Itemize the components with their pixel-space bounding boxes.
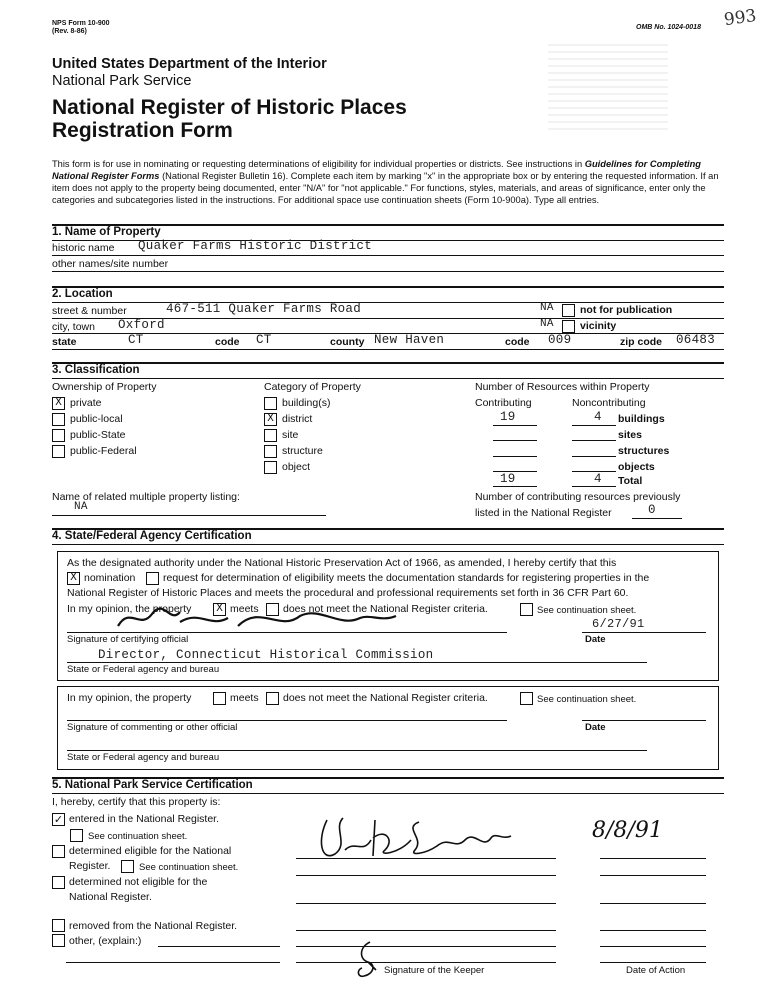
does-not-meet2-label: does not meet the National Register criteria.: [283, 692, 488, 704]
eligible-label-2: Register.: [69, 860, 111, 872]
other-names-label: other names/site number: [52, 258, 169, 270]
faded-receipt-stamp: [548, 40, 668, 130]
not-eligible-label-2: National Register.: [69, 891, 152, 903]
county-code-value[interactable]: 009: [548, 333, 572, 347]
contrib-total-line: [493, 486, 537, 487]
form-number: NPS Form 10-900: [52, 20, 110, 27]
category-structure-label: structure: [282, 445, 323, 457]
date-label: Date: [585, 634, 606, 645]
section1-heading: 1. Name of Property: [52, 226, 161, 238]
agency2-line: [67, 750, 647, 751]
meets2-checkbox[interactable]: [213, 692, 226, 705]
signature2-line: [67, 720, 507, 721]
contrib-total[interactable]: 19: [500, 472, 516, 486]
state-code-value[interactable]: CT: [256, 333, 272, 347]
category-site-label: site: [282, 429, 299, 441]
contributing-heading: Contributing: [475, 397, 532, 409]
zip-value[interactable]: 06483: [676, 333, 716, 347]
signature-label: Signature of certifying official: [67, 634, 189, 645]
keeper-signature: [315, 810, 515, 870]
not-for-publication-label: not for publication: [580, 304, 673, 316]
related-listing-line: [52, 515, 326, 516]
entered-checkbox[interactable]: ✓: [53, 813, 64, 826]
county-code-label: code: [505, 336, 530, 348]
contrib-sites-line: [493, 440, 537, 441]
buildings-label: buildings: [618, 413, 665, 425]
agency-line: [67, 662, 647, 663]
omb-number: OMB No. 1024-0018: [636, 24, 701, 31]
category-object-checkbox[interactable]: [264, 461, 277, 474]
agency2-label: State or Federal agency and bureau: [67, 752, 220, 763]
not-for-publication-checkbox[interactable]: [562, 304, 575, 317]
keeper-date-line-2: [600, 875, 706, 876]
meets2-label: meets: [230, 692, 259, 704]
noncontrib-structures-line: [572, 456, 616, 457]
form-revision: (Rev. 8-86): [52, 28, 87, 35]
eligible-continuation-checkbox[interactable]: [121, 860, 134, 873]
keeper-line-5: [296, 946, 556, 947]
form-title-line1: National Register of Historic Places: [52, 96, 407, 119]
removed-label: removed from the National Register.: [69, 920, 238, 932]
opinion2-text: In my opinion, the property: [67, 692, 192, 704]
keeper-date-value[interactable]: 8/8/91: [592, 818, 663, 843]
historic-name-label: historic name: [52, 242, 115, 254]
cert-line3: National Register of Historic Places and meets the procedural and professional requirements set forth in 36 CFR Part 60.: [67, 587, 629, 599]
instructions-text-2: (National Register Bulletin 16). Complete each item by marking "x" in the appropriate box or by entering the requested information. If an item does not apply to the property being documented, enter "N/A" for "not applicable." For functions, styles, materials, and areas of significance, enter only the categories and subcategories listed in the instructions. For additional space use continuation sheets (Form 10-900a). Type all entries.: [52, 171, 719, 205]
city-label: city, town: [52, 321, 95, 333]
section3-underline: [52, 378, 724, 379]
noncontrib-sites-line: [572, 440, 616, 441]
historic-name-line: [52, 255, 724, 256]
category-object-label: object: [282, 461, 311, 473]
previously-listed-line: [632, 518, 682, 519]
keeper-date-line-3: [600, 903, 706, 904]
category-district-label: district: [282, 413, 313, 425]
section2-rule: [52, 286, 724, 288]
section4-underline: [52, 544, 724, 545]
zip-label: zip code: [620, 336, 663, 348]
keeper-date-line-5: [600, 946, 706, 947]
does-not-meet-label: does not meet the National Register criteria.: [283, 603, 488, 615]
other-label: other, (explain:): [69, 935, 142, 947]
keeper-line-2: [296, 875, 556, 876]
continuation-sheet2-checkbox[interactable]: [520, 692, 533, 705]
section3-heading: 3. Classification: [52, 364, 140, 376]
section4-heading: 4. State/Federal Agency Certification: [52, 530, 252, 542]
entered-label: entered in the National Register.: [69, 813, 220, 825]
keeper-initials: [352, 940, 384, 980]
not-eligible-checkbox[interactable]: [52, 876, 65, 889]
noncontributing-heading: Noncontributing: [572, 397, 646, 409]
category-district-checkbox[interactable]: X: [264, 413, 277, 426]
noncontrib-total[interactable]: 4: [594, 472, 602, 486]
section2-underline: [52, 302, 724, 303]
ownership-federal-checkbox[interactable]: [52, 445, 65, 458]
section3-rule: [52, 362, 724, 364]
keeper-date-line-1: [600, 858, 706, 859]
cert-line1: As the designated authority under the National Historic Preservation Act of 1966, as amended, I hereby certify that this: [67, 557, 617, 569]
form-title-line2: Registration Form: [52, 119, 233, 142]
ownership-state-checkbox[interactable]: [52, 429, 65, 442]
state-code-label: code: [215, 336, 240, 348]
noncontrib-buildings[interactable]: 4: [594, 410, 602, 424]
agency-label: State or Federal agency and bureau: [67, 664, 220, 675]
service-name: National Park Service: [52, 73, 192, 89]
street-label: street & number: [52, 305, 127, 317]
signature-line: [67, 632, 507, 633]
keeper-line-4: [296, 930, 556, 931]
other-explain-line: [158, 946, 280, 947]
continuation-sheet2-label: See continuation sheet.: [537, 694, 637, 705]
date-line: [582, 632, 706, 633]
street-value[interactable]: 467-511 Quaker Farms Road: [166, 302, 362, 316]
section2-heading: 2. Location: [52, 288, 113, 300]
signature2-label: Signature of commenting or other official: [67, 722, 238, 733]
resources-heading: Number of Resources within Property: [475, 381, 650, 393]
continuation-sheet-label: See continuation sheet.: [537, 605, 637, 616]
category-heading: Category of Property: [264, 381, 361, 393]
category-building-label: building(s): [282, 397, 331, 409]
date2-line: [582, 720, 706, 721]
instructions-guidelines: Guidelines for Completing National Register Forms: [52, 159, 701, 181]
ownership-local-checkbox[interactable]: [52, 413, 65, 426]
cert-line2: request for determination of eligibility meets the documentation standards for registering properties in the: [163, 572, 650, 584]
eligible-label-1: determined eligible for the National: [69, 845, 232, 857]
certification-date-value[interactable]: 6/27/91: [592, 617, 645, 631]
historic-name-value[interactable]: Quaker Farms Historic District: [138, 239, 373, 253]
structures-label: structures: [618, 445, 670, 457]
city-value[interactable]: Oxford: [118, 318, 165, 332]
does-not-meet2-checkbox[interactable]: [266, 692, 279, 705]
objects-label: objects: [618, 461, 655, 473]
other-explain-line-2: [66, 962, 280, 963]
related-listing-value[interactable]: NA: [74, 501, 88, 513]
other-checkbox[interactable]: [52, 934, 65, 947]
department-name: United States Department of the Interior: [52, 56, 327, 72]
request-checkbox[interactable]: [146, 572, 159, 585]
ownership-private-label: private: [70, 397, 102, 409]
county-value[interactable]: New Haven: [374, 333, 445, 347]
keeper-line-1: [296, 858, 556, 859]
instructions-paragraph: [52, 158, 724, 206]
keeper-date-line-6: [600, 962, 706, 963]
entered-continuation-checkbox[interactable]: [70, 829, 83, 842]
ownership-private-checkbox[interactable]: X: [52, 397, 65, 410]
other-names-line: [52, 271, 724, 272]
removed-checkbox[interactable]: [52, 919, 65, 932]
noncontrib-total-line: [572, 486, 616, 487]
date2-label: Date: [585, 722, 606, 733]
related-listing-label: Name of related multiple property listing:: [52, 491, 240, 503]
corner-handwritten-mark: 993: [722, 5, 758, 31]
contrib-buildings-line: [493, 425, 537, 426]
county-label: county: [330, 336, 365, 348]
total-label: Total: [618, 475, 643, 487]
opinion-text: In my opinion, the property: [67, 603, 192, 615]
ownership-local-label: public-local: [70, 413, 123, 425]
entered-continuation-label: See continuation sheet.: [88, 831, 188, 842]
previously-listed-line2: listed in the National Register: [475, 507, 612, 519]
sites-label: sites: [618, 429, 642, 441]
keeper-line-3: [296, 903, 556, 904]
category-site-checkbox[interactable]: [264, 429, 277, 442]
keeper-line-6: [296, 962, 556, 963]
ownership-state-label: public-State: [70, 429, 126, 441]
contrib-buildings[interactable]: 19: [500, 410, 516, 424]
section5-heading: 5. National Park Service Certification: [52, 779, 253, 791]
na-publication: NA: [540, 302, 554, 314]
ownership-heading: Ownership of Property: [52, 381, 157, 393]
category-structure-checkbox[interactable]: [264, 445, 277, 458]
nomination-checkbox[interactable]: X: [67, 572, 80, 585]
previously-listed-line1: Number of contributing resources previously: [475, 491, 681, 503]
nomination-label: nomination: [84, 572, 136, 584]
state-value[interactable]: CT: [128, 333, 144, 347]
na-vicinity: NA: [540, 318, 554, 330]
date-of-action-label: Date of Action: [626, 965, 686, 976]
certifying-official-title[interactable]: Director, Connecticut Historical Commission: [98, 648, 434, 662]
category-building-checkbox[interactable]: [264, 397, 277, 410]
eligible-checkbox[interactable]: [52, 845, 65, 858]
continuation-sheet-checkbox[interactable]: [520, 603, 533, 616]
not-eligible-label-1: determined not eligible for the: [69, 876, 208, 888]
noncontrib-buildings-line: [572, 425, 616, 426]
eligible-continuation-label: See continuation sheet.: [139, 862, 239, 873]
nps-cert-intro: I, hereby, certify that this property is:: [52, 796, 221, 808]
meets-label: meets: [230, 603, 259, 615]
vicinity-label: vicinity: [580, 320, 617, 332]
certifying-official-signature: [110, 602, 400, 634]
state-line: [52, 349, 724, 350]
keeper-signature-label: Signature of the Keeper: [384, 965, 485, 976]
previously-listed-value[interactable]: 0: [648, 503, 656, 517]
keeper-date-line-4: [600, 930, 706, 931]
instructions-text-1: This form is for use in nominating or requesting determinations of eligibility for individual properties or districts. See instructions in: [52, 159, 583, 169]
section5-underline: [52, 793, 724, 794]
meets-checkbox[interactable]: X: [213, 603, 226, 616]
state-label: state: [52, 336, 77, 348]
ownership-federal-label: public-Federal: [70, 445, 137, 457]
vicinity-checkbox[interactable]: [562, 320, 575, 333]
contrib-structures-line: [493, 456, 537, 457]
